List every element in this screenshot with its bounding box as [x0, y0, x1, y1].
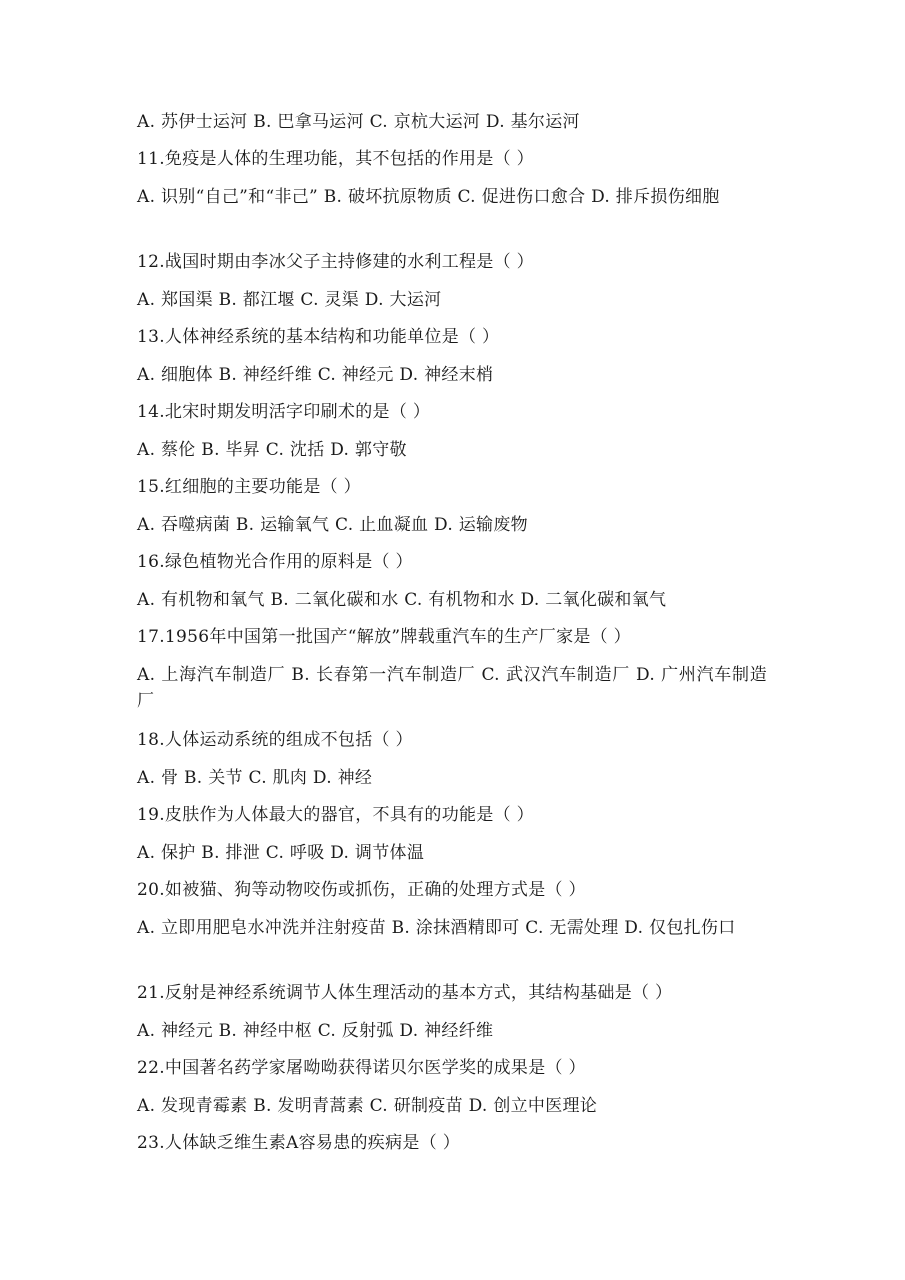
- options-q19: A. 保护 B. 排泄 C. 呼吸 D. 调节体温: [137, 843, 425, 863]
- question-12: 12.战国时期由李冰父子主持修建的水利工程是（ ）: [137, 252, 534, 272]
- question-23: 23.人体缺乏维生素A容易患的疾病是（ ）: [137, 1133, 461, 1153]
- options-q20: A. 立即用肥皂水冲洗并注射疫苗 B. 涂抹酒精即可 C. 无需处理 D. 仅包扎伤口: [137, 918, 736, 938]
- options-q11: A. 识别“自己”和“非己” B. 破坏抗原物质 C. 促进伤口愈合 D. 排斥损伤细胞: [137, 187, 720, 207]
- options-q13: A. 细胞体 B. 神经纤维 C. 神经元 D. 神经末梢: [137, 365, 494, 385]
- question-19: 19.皮肤作为人体最大的器官，不具有的功能是（ ）: [137, 805, 534, 825]
- question-22: 22.中国著名药学家屠呦呦获得诺贝尔医学奖的成果是（ ）: [137, 1058, 586, 1078]
- options-q15: A. 吞噬病菌 B. 运输氧气 C. 止血凝血 D. 运输废物: [137, 515, 528, 535]
- options-q10: A. 苏伊士运河 B. 巴拿马运河 C. 京杭大运河 D. 基尔运河: [137, 112, 580, 132]
- question-13: 13.人体神经系统的基本结构和功能单位是（ ）: [137, 327, 500, 347]
- question-18: 18.人体运动系统的组成不包括（ ）: [137, 730, 413, 750]
- options-q17: A. 上海汽车制造厂 B. 长春第一汽车制造厂 C. 武汉汽车制造厂 D. 广州汽车制造厂: [137, 665, 767, 711]
- question-17: 17.1956年中国第一批国产“解放”牌载重汽车的生产厂家是（ ）: [137, 627, 631, 647]
- question-20: 20.如被猫、狗等动物咬伤或抓伤，正确的处理方式是（ ）: [137, 880, 586, 900]
- options-q18: A. 骨 B. 关节 C. 肌肉 D. 神经: [137, 768, 373, 788]
- options-q22: A. 发现青霉素 B. 发明青蒿素 C. 研制疫苗 D. 创立中医理论: [137, 1096, 598, 1116]
- question-16: 16.绿色植物光合作用的原料是（ ）: [137, 552, 413, 572]
- question-11: 11.免疫是人体的生理功能，其不包括的作用是（ ）: [137, 149, 534, 169]
- options-q12: A. 郑国渠 B. 都江堰 C. 灵渠 D. 大运河: [137, 290, 442, 310]
- question-15: 15.红细胞的主要功能是（ ）: [137, 477, 361, 497]
- options-q21: A. 神经元 B. 神经中枢 C. 反射弧 D. 神经纤维: [137, 1021, 494, 1041]
- options-q16: A. 有机物和氧气 B. 二氧化碳和水 C. 有机物和水 D. 二氧化碳和氧气: [137, 590, 667, 610]
- question-21: 21.反射是神经系统调节人体生理活动的基本方式，其结构基础是（ ）: [137, 983, 673, 1003]
- options-q14: A. 蔡伦 B. 毕昇 C. 沈括 D. 郭守敬: [137, 440, 407, 460]
- question-14: 14.北宋时期发明活字印刷术的是（ ）: [137, 402, 431, 422]
